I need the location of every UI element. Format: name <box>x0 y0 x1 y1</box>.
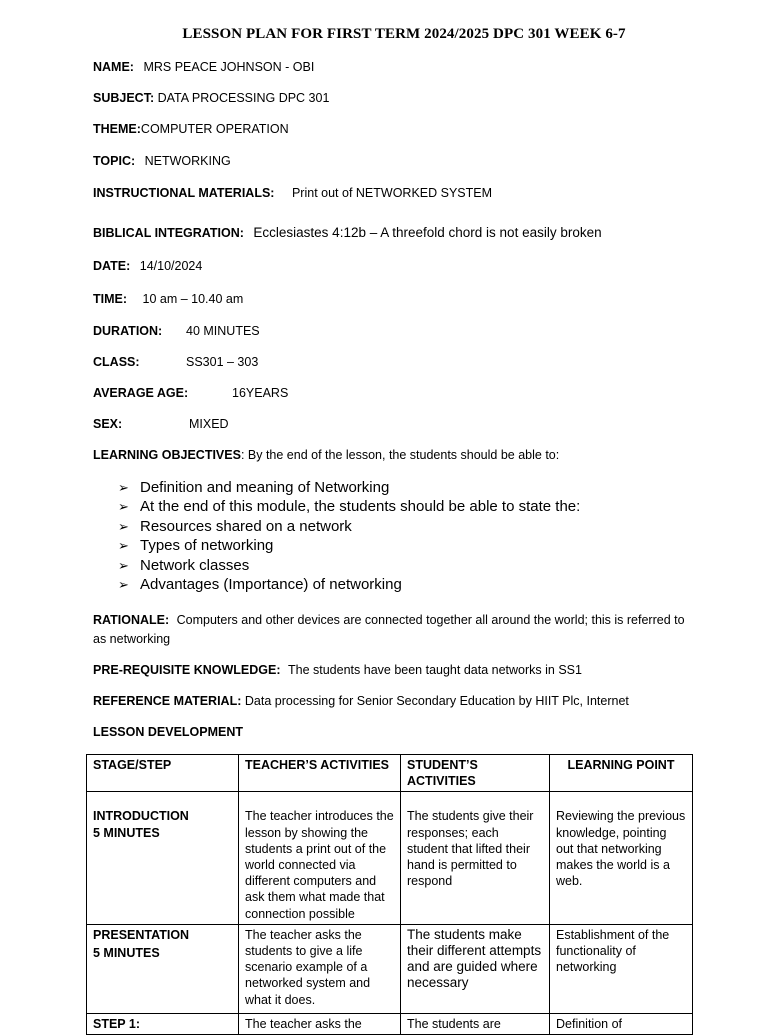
arrow-bullet-icon: ➢ <box>118 480 129 495</box>
rationale-field <box>93 611 693 649</box>
prereq-label: PRE-REQUISITE KNOWLEDGE: <box>93 663 281 677</box>
objective-item: ➢ Resources shared on a network <box>118 517 352 535</box>
objectives-heading <box>93 448 559 462</box>
topic-label: TOPIC: <box>93 154 136 168</box>
prereq-field <box>93 663 582 677</box>
objective-item: ➢ Types of networking <box>118 537 274 555</box>
name-field <box>93 60 314 74</box>
theme-value: COMPUTER OPERATION <box>140 122 289 136</box>
date-label: DATE: <box>93 259 131 273</box>
student-cell: The students give their responses; each student that lifted their hand is permitted to respond <box>401 792 550 924</box>
sex-value: MIXED <box>189 417 229 431</box>
time-field <box>93 292 243 306</box>
class-value: SS301 – 303 <box>186 355 259 369</box>
topic-value: NETWORKING <box>144 154 231 168</box>
rationale-label: RATIONALE: <box>93 613 170 627</box>
table-row <box>87 924 693 1013</box>
theme-field <box>93 122 289 136</box>
reference-label: REFERENCE MATERIAL: <box>93 694 242 708</box>
date-value: 14/10/2024 <box>139 259 203 273</box>
materials-label: INSTRUCTIONAL MATERIALS: <box>93 186 275 200</box>
objective-item: ➢ Advantages (Importance) of networking <box>118 575 402 593</box>
duration-field <box>93 324 162 338</box>
subject-value: DATA PROCESSING DPC 301 <box>157 91 330 105</box>
objective-item: ➢ At the end of this module, the students should be able to state the: <box>118 498 581 516</box>
objectives-list <box>118 478 580 594</box>
lesson-development-table <box>86 754 693 1035</box>
reference-value: Data processing for Senior Secondary Education by HIIT Plc, Internet <box>244 694 629 708</box>
stage-cell: INTRODUCTION 5 MINUTES <box>87 792 239 924</box>
prereq-value: The students have been taught data networks in SS1 <box>288 663 582 677</box>
objective-item: ➢ Network classes <box>118 556 250 574</box>
table-row <box>87 792 693 924</box>
arrow-bullet-icon: ➢ <box>118 538 129 554</box>
age-field <box>93 386 188 400</box>
reference-field <box>93 694 629 708</box>
objective-item: ➢ Definition and meaning of Networking <box>118 479 390 496</box>
duration-value: 40 MINUTES <box>186 324 260 338</box>
document-title: LESSON PLAN FOR FIRST TERM 2024/2025 DPC 301 WEEK 6-7 <box>182 26 626 42</box>
class-label: CLASS: <box>93 355 140 369</box>
objectives-label: LEARNING OBJECTIVES <box>93 448 241 462</box>
name-value: MRS PEACE JOHNSON - OBI <box>143 60 315 74</box>
subject-field <box>93 91 329 105</box>
arrow-bullet-icon: ➢ <box>118 557 129 573</box>
teacher-cell: The teacher asks the <box>239 1013 401 1034</box>
arrow-bullet-icon: ➢ <box>118 499 129 515</box>
materials-field <box>93 186 492 200</box>
student-cell: The students are <box>401 1013 550 1034</box>
stage-cell: STEP 1: <box>87 1013 239 1034</box>
arrow-bullet-icon: ➢ <box>118 576 129 592</box>
time-label: TIME: <box>93 292 128 306</box>
objectives-intro: : By the end of the lesson, the students should be able to: <box>240 448 560 462</box>
time-value: 10 am – 10.40 am <box>142 292 244 306</box>
stage-cell: PRESENTATION 5 MINUTES <box>87 924 239 1013</box>
teacher-cell: The teacher asks the students to give a life scenario example of a networked system and what it does. <box>239 924 401 1013</box>
rationale-value: Computers and other devices are connected together all around the world; this is referred to as networking <box>93 613 685 646</box>
theme-label: THEME: <box>93 122 141 136</box>
arrow-bullet-icon: ➢ <box>118 518 129 534</box>
biblical-field <box>93 225 602 240</box>
point-cell: Reviewing the previous knowledge, pointing out that networking makes the world is a web. <box>550 792 693 924</box>
subject-label: SUBJECT: <box>93 91 155 105</box>
biblical-label: BIBLICAL INTEGRATION: <box>93 226 244 240</box>
date-field <box>93 259 202 273</box>
lesson-development-heading: LESSON DEVELOPMENT <box>93 725 244 739</box>
materials-value: Print out of NETWORKED SYSTEM <box>291 186 493 200</box>
header-stage: STAGE/STEP <box>87 755 239 792</box>
duration-label: DURATION: <box>93 324 163 338</box>
sex-field <box>93 417 122 431</box>
header-teacher: TEACHER’S ACTIVITIES <box>239 755 401 792</box>
header-point: LEARNING POINT <box>550 755 693 792</box>
point-cell: Establishment of the functionality of networking <box>550 924 693 1013</box>
biblical-value: Ecclesiastes 4:12b – A threefold chord is not easily broken <box>253 225 602 240</box>
header-student: STUDENT’S ACTIVITIES <box>401 755 550 792</box>
point-cell: Definition of <box>550 1013 693 1034</box>
topic-field <box>93 154 231 168</box>
student-cell: The students make their different attempts and are guided where necessary <box>401 924 550 1013</box>
table-header-row <box>87 755 693 792</box>
age-value: 16YEARS <box>232 386 289 400</box>
name-label: NAME: <box>93 60 134 74</box>
teacher-cell: The teacher introduces the lesson by showing the students a print out of the world connected via different computers and ask them what made that connection possible <box>239 792 401 924</box>
age-label: AVERAGE AGE: <box>93 386 189 400</box>
sex-label: SEX: <box>93 417 123 431</box>
class-field <box>93 355 140 369</box>
